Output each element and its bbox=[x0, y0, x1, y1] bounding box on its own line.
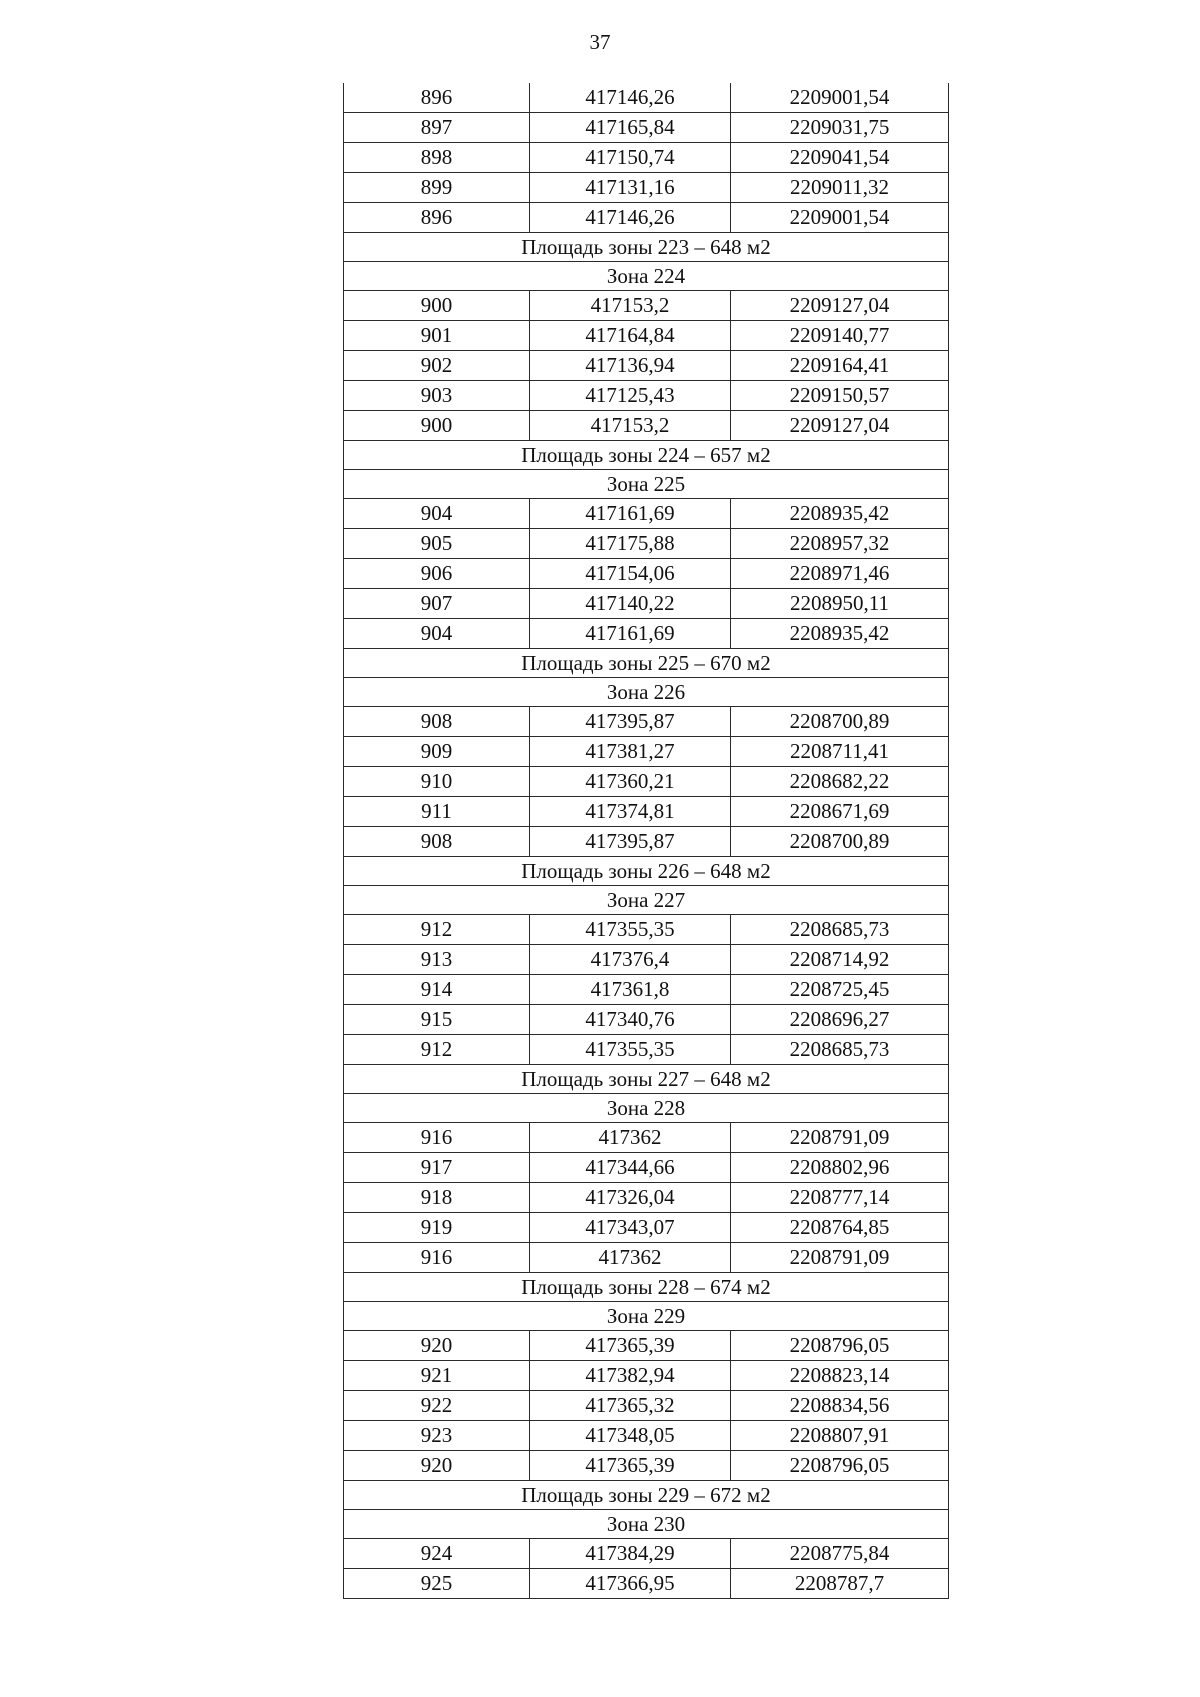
y-coordinate-cell: 2208787,7 bbox=[731, 1569, 949, 1599]
x-coordinate-cell: 417366,95 bbox=[530, 1569, 731, 1599]
y-coordinate-cell: 2209127,04 bbox=[731, 411, 949, 441]
x-coordinate-cell: 417355,35 bbox=[530, 1035, 731, 1065]
x-coordinate-cell: 417326,04 bbox=[530, 1183, 731, 1213]
x-coordinate-cell: 417161,69 bbox=[530, 499, 731, 529]
x-coordinate-cell: 417384,29 bbox=[530, 1539, 731, 1569]
zone-title: Зона 230 bbox=[344, 1510, 949, 1539]
y-coordinate-cell: 2208696,27 bbox=[731, 1005, 949, 1035]
x-coordinate-cell: 417131,16 bbox=[530, 173, 731, 203]
y-coordinate-cell: 2208775,84 bbox=[731, 1539, 949, 1569]
point-number-cell: 896 bbox=[344, 83, 530, 113]
x-coordinate-cell: 417140,22 bbox=[530, 589, 731, 619]
y-coordinate-cell: 2209150,57 bbox=[731, 381, 949, 411]
table-row bbox=[344, 113, 949, 143]
zone-area-text: Площадь зоны 225 – 670 м2 bbox=[344, 649, 949, 678]
table-row bbox=[344, 143, 949, 173]
table-row bbox=[344, 1569, 949, 1599]
table-row bbox=[344, 589, 949, 619]
point-number-cell: 911 bbox=[344, 797, 530, 827]
point-number-cell: 905 bbox=[344, 529, 530, 559]
zone-header-row bbox=[344, 262, 949, 291]
point-number-cell: 914 bbox=[344, 975, 530, 1005]
x-coordinate-cell: 417360,21 bbox=[530, 767, 731, 797]
table-row bbox=[344, 1213, 949, 1243]
table-row bbox=[344, 173, 949, 203]
y-coordinate-cell: 2209001,54 bbox=[731, 83, 949, 113]
y-coordinate-cell: 2208957,32 bbox=[731, 529, 949, 559]
x-coordinate-cell: 417374,81 bbox=[530, 797, 731, 827]
point-number-cell: 899 bbox=[344, 173, 530, 203]
zone-area-row bbox=[344, 1481, 949, 1510]
table-row bbox=[344, 1005, 949, 1035]
point-number-cell: 900 bbox=[344, 291, 530, 321]
x-coordinate-cell: 417175,88 bbox=[530, 529, 731, 559]
y-coordinate-cell: 2209011,32 bbox=[731, 173, 949, 203]
point-number-cell: 920 bbox=[344, 1331, 530, 1361]
table-row bbox=[344, 351, 949, 381]
zone-title: Зона 226 bbox=[344, 678, 949, 707]
y-coordinate-cell: 2208700,89 bbox=[731, 827, 949, 857]
x-coordinate-cell: 417395,87 bbox=[530, 827, 731, 857]
x-coordinate-cell: 417348,05 bbox=[530, 1421, 731, 1451]
x-coordinate-cell: 417125,43 bbox=[530, 381, 731, 411]
y-coordinate-cell: 2208711,41 bbox=[731, 737, 949, 767]
x-coordinate-cell: 417153,2 bbox=[530, 411, 731, 441]
x-coordinate-cell: 417376,4 bbox=[530, 945, 731, 975]
zone-area-row bbox=[344, 857, 949, 886]
table-row bbox=[344, 321, 949, 351]
x-coordinate-cell: 417146,26 bbox=[530, 83, 731, 113]
table-row bbox=[344, 915, 949, 945]
table-row bbox=[344, 1183, 949, 1213]
table-row bbox=[344, 1153, 949, 1183]
y-coordinate-cell: 2208935,42 bbox=[731, 619, 949, 649]
point-number-cell: 916 bbox=[344, 1243, 530, 1273]
y-coordinate-cell: 2208685,73 bbox=[731, 915, 949, 945]
y-coordinate-cell: 2209041,54 bbox=[731, 143, 949, 173]
zone-header-row bbox=[344, 470, 949, 499]
point-number-cell: 919 bbox=[344, 1213, 530, 1243]
point-number-cell: 904 bbox=[344, 619, 530, 649]
x-coordinate-cell: 417381,27 bbox=[530, 737, 731, 767]
point-number-cell: 908 bbox=[344, 827, 530, 857]
y-coordinate-cell: 2208950,11 bbox=[731, 589, 949, 619]
x-coordinate-cell: 417362 bbox=[530, 1243, 731, 1273]
y-coordinate-cell: 2208802,96 bbox=[731, 1153, 949, 1183]
point-number-cell: 912 bbox=[344, 1035, 530, 1065]
zone-title: Зона 224 bbox=[344, 262, 949, 291]
zone-area-row bbox=[344, 649, 949, 678]
page-number: 37 bbox=[589, 30, 611, 54]
y-coordinate-cell: 2208796,05 bbox=[731, 1331, 949, 1361]
zone-header-row bbox=[344, 678, 949, 707]
y-coordinate-cell: 2208791,09 bbox=[731, 1243, 949, 1273]
y-coordinate-cell: 2209031,75 bbox=[731, 113, 949, 143]
table-row bbox=[344, 1331, 949, 1361]
table-row bbox=[344, 619, 949, 649]
y-coordinate-cell: 2208796,05 bbox=[731, 1451, 949, 1481]
y-coordinate-cell: 2208682,22 bbox=[731, 767, 949, 797]
point-number-cell: 900 bbox=[344, 411, 530, 441]
table-row bbox=[344, 499, 949, 529]
table-row bbox=[344, 975, 949, 1005]
zone-header-row bbox=[344, 1302, 949, 1331]
x-coordinate-cell: 417164,84 bbox=[530, 321, 731, 351]
point-number-cell: 904 bbox=[344, 499, 530, 529]
table-row bbox=[344, 797, 949, 827]
point-number-cell: 903 bbox=[344, 381, 530, 411]
point-number-cell: 901 bbox=[344, 321, 530, 351]
zone-title: Зона 227 bbox=[344, 886, 949, 915]
point-number-cell: 908 bbox=[344, 707, 530, 737]
zone-title: Зона 228 bbox=[344, 1094, 949, 1123]
x-coordinate-cell: 417355,35 bbox=[530, 915, 731, 945]
point-number-cell: 923 bbox=[344, 1421, 530, 1451]
coordinates-table-body bbox=[344, 83, 949, 1599]
zone-area-row bbox=[344, 233, 949, 262]
point-number-cell: 917 bbox=[344, 1153, 530, 1183]
table-row bbox=[344, 529, 949, 559]
table-row bbox=[344, 945, 949, 975]
y-coordinate-cell: 2209001,54 bbox=[731, 203, 949, 233]
x-coordinate-cell: 417344,66 bbox=[530, 1153, 731, 1183]
zone-area-text: Площадь зоны 228 – 674 м2 bbox=[344, 1273, 949, 1302]
x-coordinate-cell: 417365,32 bbox=[530, 1391, 731, 1421]
table-row bbox=[344, 1361, 949, 1391]
x-coordinate-cell: 417154,06 bbox=[530, 559, 731, 589]
y-coordinate-cell: 2208700,89 bbox=[731, 707, 949, 737]
y-coordinate-cell: 2208971,46 bbox=[731, 559, 949, 589]
zone-title: Зона 229 bbox=[344, 1302, 949, 1331]
x-coordinate-cell: 417365,39 bbox=[530, 1451, 731, 1481]
point-number-cell: 912 bbox=[344, 915, 530, 945]
table-row bbox=[344, 1451, 949, 1481]
y-coordinate-cell: 2208725,45 bbox=[731, 975, 949, 1005]
zone-header-row bbox=[344, 1510, 949, 1539]
x-coordinate-cell: 417150,74 bbox=[530, 143, 731, 173]
point-number-cell: 897 bbox=[344, 113, 530, 143]
table-row bbox=[344, 203, 949, 233]
point-number-cell: 909 bbox=[344, 737, 530, 767]
point-number-cell: 907 bbox=[344, 589, 530, 619]
zone-header-row bbox=[344, 1094, 949, 1123]
x-coordinate-cell: 417362 bbox=[530, 1123, 731, 1153]
table-row bbox=[344, 1035, 949, 1065]
x-coordinate-cell: 417146,26 bbox=[530, 203, 731, 233]
point-number-cell: 902 bbox=[344, 351, 530, 381]
table-row bbox=[344, 1539, 949, 1569]
y-coordinate-cell: 2208823,14 bbox=[731, 1361, 949, 1391]
zone-area-row bbox=[344, 1065, 949, 1094]
y-coordinate-cell: 2209140,77 bbox=[731, 321, 949, 351]
table-row bbox=[344, 1123, 949, 1153]
y-coordinate-cell: 2208764,85 bbox=[731, 1213, 949, 1243]
y-coordinate-cell: 2208834,56 bbox=[731, 1391, 949, 1421]
y-coordinate-cell: 2208777,14 bbox=[731, 1183, 949, 1213]
x-coordinate-cell: 417165,84 bbox=[530, 113, 731, 143]
y-coordinate-cell: 2208671,69 bbox=[731, 797, 949, 827]
zone-header-row bbox=[344, 886, 949, 915]
table-row bbox=[344, 291, 949, 321]
table-row bbox=[344, 827, 949, 857]
x-coordinate-cell: 417382,94 bbox=[530, 1361, 731, 1391]
table-row bbox=[344, 559, 949, 589]
zone-area-row bbox=[344, 441, 949, 470]
y-coordinate-cell: 2208714,92 bbox=[731, 945, 949, 975]
point-number-cell: 915 bbox=[344, 1005, 530, 1035]
coordinates-table bbox=[343, 83, 949, 1599]
table-row bbox=[344, 411, 949, 441]
point-number-cell: 913 bbox=[344, 945, 530, 975]
table-row bbox=[344, 767, 949, 797]
x-coordinate-cell: 417395,87 bbox=[530, 707, 731, 737]
point-number-cell: 922 bbox=[344, 1391, 530, 1421]
y-coordinate-cell: 2209127,04 bbox=[731, 291, 949, 321]
y-coordinate-cell: 2208807,91 bbox=[731, 1421, 949, 1451]
zone-area-text: Площадь зоны 229 – 672 м2 bbox=[344, 1481, 949, 1510]
table-row bbox=[344, 1421, 949, 1451]
y-coordinate-cell: 2209164,41 bbox=[731, 351, 949, 381]
table-row bbox=[344, 1243, 949, 1273]
zone-area-text: Площадь зоны 226 – 648 м2 bbox=[344, 857, 949, 886]
zone-area-row bbox=[344, 1273, 949, 1302]
table-row bbox=[344, 1391, 949, 1421]
x-coordinate-cell: 417365,39 bbox=[530, 1331, 731, 1361]
y-coordinate-cell: 2208685,73 bbox=[731, 1035, 949, 1065]
point-number-cell: 918 bbox=[344, 1183, 530, 1213]
x-coordinate-cell: 417343,07 bbox=[530, 1213, 731, 1243]
table-row bbox=[344, 83, 949, 113]
zone-area-text: Площадь зоны 224 – 657 м2 bbox=[344, 441, 949, 470]
point-number-cell: 925 bbox=[344, 1569, 530, 1599]
x-coordinate-cell: 417153,2 bbox=[530, 291, 731, 321]
zone-area-text: Площадь зоны 227 – 648 м2 bbox=[344, 1065, 949, 1094]
y-coordinate-cell: 2208935,42 bbox=[731, 499, 949, 529]
point-number-cell: 896 bbox=[344, 203, 530, 233]
x-coordinate-cell: 417161,69 bbox=[530, 619, 731, 649]
x-coordinate-cell: 417340,76 bbox=[530, 1005, 731, 1035]
table-row bbox=[344, 707, 949, 737]
point-number-cell: 924 bbox=[344, 1539, 530, 1569]
zone-title: Зона 225 bbox=[344, 470, 949, 499]
point-number-cell: 921 bbox=[344, 1361, 530, 1391]
zone-area-text: Площадь зоны 223 – 648 м2 bbox=[344, 233, 949, 262]
table-row bbox=[344, 381, 949, 411]
y-coordinate-cell: 2208791,09 bbox=[731, 1123, 949, 1153]
point-number-cell: 898 bbox=[344, 143, 530, 173]
x-coordinate-cell: 417136,94 bbox=[530, 351, 731, 381]
point-number-cell: 906 bbox=[344, 559, 530, 589]
point-number-cell: 910 bbox=[344, 767, 530, 797]
point-number-cell: 916 bbox=[344, 1123, 530, 1153]
point-number-cell: 920 bbox=[344, 1451, 530, 1481]
table-row bbox=[344, 737, 949, 767]
x-coordinate-cell: 417361,8 bbox=[530, 975, 731, 1005]
